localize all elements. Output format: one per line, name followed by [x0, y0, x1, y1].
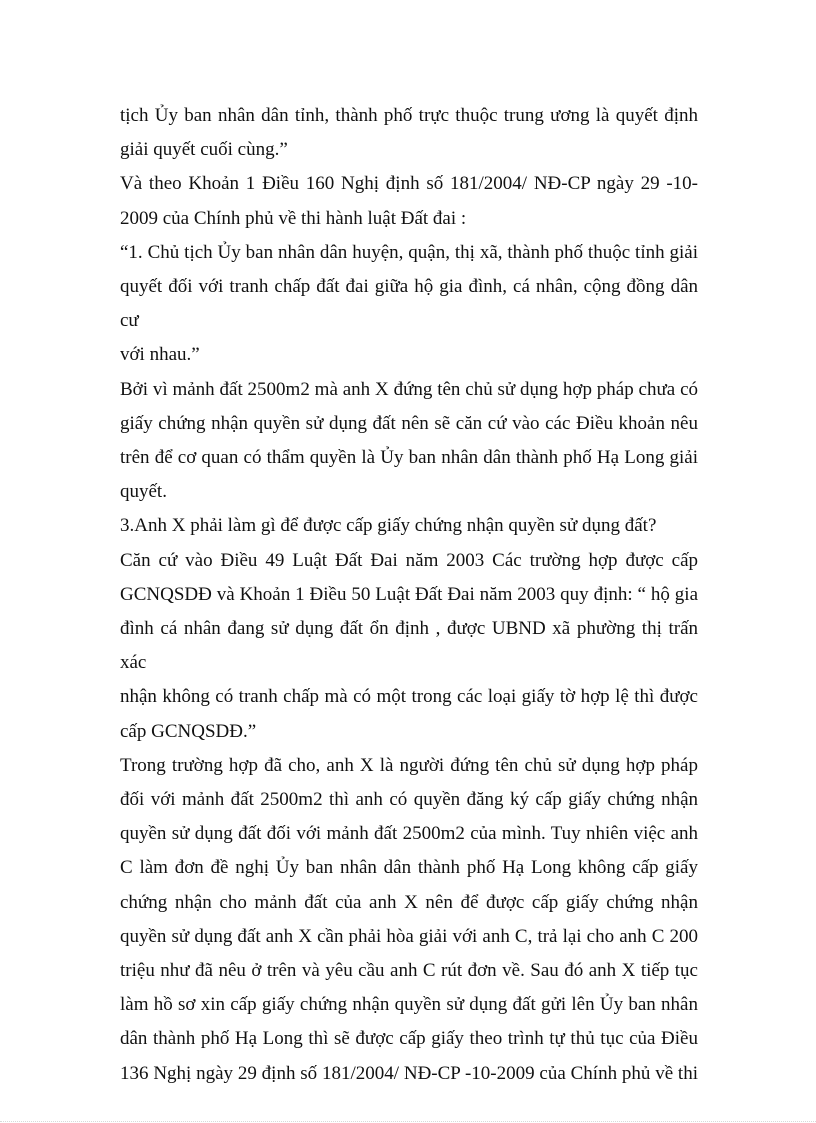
- document-text-line: quyết.: [120, 481, 167, 503]
- document-text-line: làm hồ sơ xin cấp giấy chứng nhận quyền sử dụng đất gửi lên Ủy ban nhân: [120, 994, 698, 1016]
- document-text-line: 2009 của Chính phủ về thi hành luật Đất đai :: [120, 207, 467, 229]
- document-text-line: C làm đơn đề nghị Ủy ban nhân dân thành phố Hạ Long không cấp giấy: [120, 857, 698, 879]
- document-text-line: chứng nhận cho mảnh đất của anh X nên để được cấp giấy chứng nhận: [120, 891, 698, 913]
- document-text-line: GCNQSDĐ và Khoản 1 Điều 50 Luật Đất Đai năm 2003 quy định: “ hộ gia: [120, 583, 698, 605]
- document-text-line: quyết đối với tranh chấp đất đai giữa hộ gia đình, cá nhân, cộng đồng dân cư: [120, 276, 698, 332]
- document-text-line: cấp GCNQSDĐ.”: [120, 720, 257, 742]
- document-text-line: giấy chứng nhận quyền sử dụng đất nên sẽ căn cứ vào các Điều khoản nêu: [120, 412, 698, 434]
- document-text-line: tịch Ủy ban nhân dân tỉnh, thành phố trực thuộc trung ương là quyết định: [120, 105, 698, 126]
- document-text-line: 3.Anh X phải làm gì để được cấp giấy chứng nhận quyền sử dụng đất?: [120, 515, 657, 537]
- document-body: [120, 99, 698, 1091]
- document-text-line: đình cá nhân đang sử dụng đất ổn định , được UBND xã phường thị trấn xác: [120, 618, 698, 674]
- document-text-line: quyền sử dụng đất đối với mảnh đất 2500m2 của mình. Tuy nhiên việc anh: [120, 823, 698, 845]
- document-text-line: trên để cơ quan có thẩm quyền là Ủy ban nhân dân thành phố Hạ Long giải: [120, 447, 698, 469]
- page-bottom-divider: [0, 1121, 816, 1122]
- document-text-line: Bởi vì mảnh đất 2500m2 mà anh X đứng tên chủ sử dụng hợp pháp chưa có: [120, 378, 698, 400]
- document-text-line: Trong trường hợp đã cho, anh X là người đứng tên chủ sử dụng hợp pháp: [120, 754, 698, 776]
- document-text-line: Và theo Khoản 1 Điều 160 Nghị định số 181/2004/ NĐ-CP ngày 29 -10-: [120, 173, 698, 195]
- document-text-line: “1. Chủ tịch Ủy ban nhân dân huyện, quận, thị xã, thành phố thuộc tỉnh giải: [120, 241, 698, 263]
- document-text-line: Căn cứ vào Điều 49 Luật Đất Đai năm 2003 Các trường hợp được cấp: [120, 549, 698, 571]
- document-text-line: quyền sử dụng đất anh X cần phải hòa giải với anh C, trả lại cho anh C 200: [120, 925, 698, 947]
- document-text-line: đối với mảnh đất 2500m2 thì anh có quyền đăng ký cấp giấy chứng nhận: [120, 789, 698, 811]
- document-text-line: triệu như đã nêu ở trên và yêu cầu anh C rút đơn về. Sau đó anh X tiếp tục: [120, 960, 698, 982]
- document-text-line: 136 Nghị ngày 29 định số 181/2004/ NĐ-CP -10-2009 của Chính phủ về thi: [120, 1062, 698, 1084]
- document-text-line: giải quyết cuối cùng.”: [120, 139, 288, 161]
- document-text-line: nhận không có tranh chấp mà có một trong các loại giấy tờ hợp lệ thì được: [120, 686, 698, 708]
- document-text-line: dân thành phố Hạ Long thì sẽ được cấp giấy theo trình tự thủ tục của Điều: [120, 1028, 698, 1050]
- document-text-line: với nhau.”: [120, 344, 200, 366]
